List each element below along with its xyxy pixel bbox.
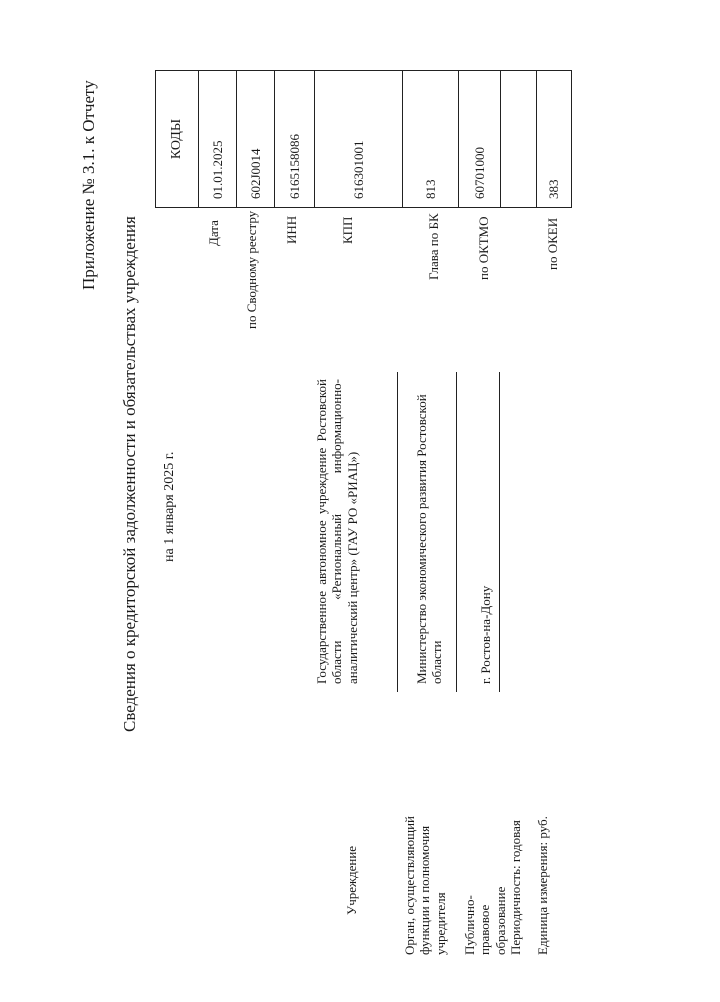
code-value-oktmo: 60701000 (471, 147, 487, 199)
code-value-kpp: 616301001 (350, 140, 366, 199)
founder-label: Орган, осуществляющий функции и полномочия учредителя (402, 816, 448, 955)
code-row-okei (536, 71, 571, 207)
code-row-budget-chapter (402, 71, 458, 207)
public-entity-value: г. Ростов-на-Дону (478, 585, 493, 684)
code-value-date: 01.01.2025 (209, 140, 225, 199)
code-value-okei: 383 (546, 179, 561, 199)
codes-table (155, 70, 572, 208)
code-row-inn (274, 71, 314, 207)
public-entity-underline (499, 372, 500, 692)
code-row-oktmo (458, 71, 500, 207)
registry-code-label: по Сводному реестру (244, 210, 259, 329)
oktmo-code-label: по ОКТМО (476, 216, 491, 280)
annex-title: Приложение № 3.1. к Отчету (79, 80, 98, 290)
codes-header-row (156, 71, 198, 207)
code-row-registry (236, 71, 274, 207)
institution-value: Государственное автономное учреждение Ростовской области «Региональный информационно-аналитический центр» (ГАУ РО «РИАЦ») (314, 379, 360, 684)
report-title: Сведения о кредиторской задолженности и обязательствах учреждения (120, 216, 139, 732)
report-date: на 1 января 2025 г. (162, 451, 177, 562)
unit-of-measure: Единица измерения: руб. (535, 816, 550, 955)
institution-underline (397, 372, 398, 692)
code-value-inn: 6165158086 (286, 134, 302, 199)
code-row-kpp (314, 71, 402, 207)
codes-header: КОДЫ (169, 118, 184, 160)
institution-label: Учреждение (344, 845, 359, 915)
code-row-date (198, 71, 236, 207)
founder-underline (456, 372, 457, 692)
kpp-code-label: КПП (340, 216, 355, 244)
inn-code-label: ИНН (284, 215, 299, 244)
date-code-label: Дата (206, 220, 221, 246)
code-row-empty (500, 71, 536, 207)
okei-code-label: по ОКЕИ (545, 217, 560, 270)
code-value-registry: 602J0014 (247, 148, 263, 199)
founder-value: Министерство экономического развития Ростовской области (414, 394, 445, 684)
budget-chapter-label: Глава по БК (426, 213, 441, 280)
periodicity: Периодичность: годовая (508, 820, 523, 955)
code-value-budget-chapter: 813 (422, 179, 438, 199)
public-entity-label: Публично-правовое образование (462, 886, 508, 955)
